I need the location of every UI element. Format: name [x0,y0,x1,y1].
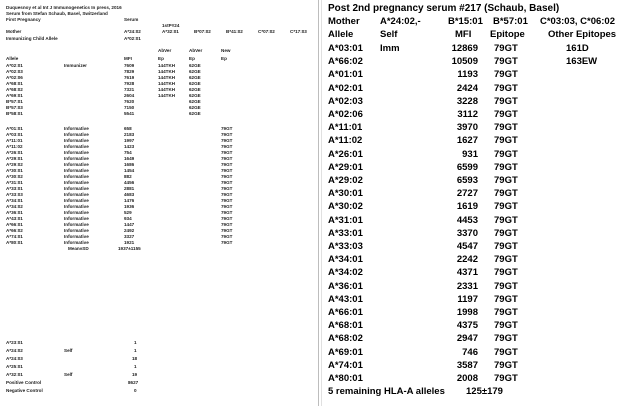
immunizing-row: Immunizing Child Allele A*02:01 [6,36,141,41]
mfi-cell: 4453 [456,214,478,226]
first-pregnancy-row: First Pregnancy Serum [6,17,139,22]
footer-row [328,386,623,402]
allele-cell: A*02:03 [328,95,363,107]
epitope-cell: 79GT [494,227,518,239]
other-epitope-cell: 163EW [566,56,598,68]
epitope-cell: 79GT [494,254,518,266]
allele-cell: A*11:02 [328,135,363,147]
right-panel [321,0,622,406]
epitope-cell: 79GT [494,241,518,252]
epitope-cell: 79GT [494,267,518,279]
mfi-cell: 4375 [456,320,478,332]
mfi-cell: 2331 [456,280,478,292]
col-head-row-1: AbVer AbVer New [158,48,231,53]
mean-sd-row: Mean±SD 1937±1155 [68,246,141,251]
allele-cell: A*66:02 [328,56,363,68]
table-row: A*01:01 Informative 658 79GT [6,126,233,131]
table-row: A*24:03 18 [6,356,138,361]
first-pregnancy-id-row: 1stP#24 [162,23,180,28]
epitope-cell: 79GT [494,95,518,107]
epitope-cell: 79GT [494,43,518,54]
mfi-cell: 1193 [457,69,478,81]
negative-control-row: Negative Control 0 [6,388,137,393]
epitope-cell: 79GT [494,69,518,81]
table-row: A*02:01 Immunizer 7609 144TKH 62GE [6,63,201,68]
table-row: A*30:01 Informative 1454 79GT [6,168,233,173]
mfi-cell: 2242 [456,254,478,266]
table-row: A*36:01 Informative 529 79GT [6,210,233,215]
col-head-row-2: Allele MFI Ep Ep Ep [6,56,227,61]
allele-cell: A*36:01 [328,280,363,292]
table-row: A*29:01 Informative 1649 79GT [6,156,233,161]
allele-cell: A*34:02 [328,267,363,279]
mfi-cell: 2424 [456,82,478,94]
mfi-cell: 2727 [456,188,478,200]
left-header [6,5,122,17]
mfi-cell: 2947 [456,333,478,345]
allele-cell: A*02:06 [328,109,363,120]
table-row: A*24:02 Self 1 [6,348,137,353]
table-row: A*11:01 Informative 1997 79GT [6,138,233,143]
mfi-cell: 4547 [456,241,478,252]
mfi-cell: 4371 [456,267,478,279]
table-row: A*26:01 Informative 754 79GT [6,150,233,155]
allele-cell: A*74:01 [328,359,363,371]
allele-cell: A*01:01 [328,69,363,81]
mfi-cell: 746 [462,346,478,358]
table-row: A*32:01 Self 19 [6,372,138,377]
mfi-header: MFI [455,29,472,40]
mfi-cell: 3370 [456,227,478,239]
mfi-cell: 3587 [456,359,478,371]
epitope-cell: 79GT [494,293,518,305]
mfi-cell: 2008 [456,373,478,384]
allele-cell: A*11:01 [328,122,363,134]
table-row: A*31:01 Informative 4456 79GT [6,180,233,185]
allele-cell: A*30:02 [328,201,363,213]
table-row: A*02:06 7619 144TKH 62GE [6,75,201,80]
mfi-cell: 3112 [457,109,478,120]
table-row: A*68:02 7321 144TKH 62GE [6,87,201,92]
citation-line: Duquesnoy et al Int J Immunogenetics In press, 2016 [6,5,122,10]
allele-cell: A*66:01 [328,307,363,318]
table-row: A*11:02 Informative 1423 79GT [6,144,233,149]
table-row: A*74:01 Informative 3327 79GT [6,234,233,239]
epitope-cell: 79GT [494,188,518,200]
positive-control-row: Positive Control 8627 [6,380,139,385]
mfi-cell: 12869 [451,43,478,54]
mfi-cell: 6599 [456,161,478,173]
allele-cell: A*33:01 [328,227,363,239]
allele-cell: A*29:02 [328,175,363,186]
mother-row: Mother A*24:02 A*32:01 B*07:02 B*41:02 C*07:02 C*17:03 [6,29,307,34]
mfi-cell: 3970 [456,122,478,134]
table-row: A*33:01 Informative 2881 79GT [6,186,233,191]
right-title: Post 2nd pregnancy serum #217 (Schaub, Basel) [328,3,560,14]
epitope-cell: 79GT [494,373,518,384]
table-row: B*57:03 7150 62GE [6,105,201,110]
allele-cell: A*69:01 [328,346,363,358]
mother-row-right: Mother A*24:02,- B*15:01 B*57:01 C*03:03, C*06:02 [328,16,615,27]
table-row: A*43:01 Informative 934 79GT [6,216,233,221]
mfi-cell: 10509 [451,56,478,68]
footer-value: 125±179 [466,386,503,398]
table-row: A*80:01 Informative 1921 79GT [6,240,233,245]
panel-divider [318,0,319,406]
allele-cell: A*26:01 [328,148,363,160]
mfi-cell: 3228 [456,95,478,107]
epitope-cell: 79GT [494,135,518,147]
footer-label: 5 remaining HLA-A alleles [328,386,445,398]
mfi-cell: 1627 [456,135,478,147]
epitope-cell: 79GT [494,359,518,371]
allele-cell: A*68:01 [328,320,363,332]
table-row: A*34:01 Informative 1476 79GT [6,198,233,203]
epitope-cell: 79GT [494,346,518,358]
epitope-cell: 79GT [494,307,518,318]
table-row: A*68:01 7928 144TKH 62GE [6,81,201,86]
allele-cell: A*33:03 [328,241,363,252]
table-row: A*23:01 1 [6,340,137,345]
table-row: B*58:01 5541 62GE [6,111,201,116]
mfi-cell: 1619 [456,201,478,213]
epitope-cell: 79GT [494,333,518,345]
epitope-cell: 79GT [494,280,518,292]
self-cell: Imm [380,43,400,54]
table-row: A*30:02 Informative 882 79GT [6,174,233,179]
allele-cell: A*68:02 [328,333,363,345]
epitope-cell: 79GT [494,214,518,226]
epitope-cell: 79GT [494,148,518,160]
epitope-cell: 79GT [494,109,518,120]
table-row: B*57:01 7620 62GE [6,99,201,104]
table-row: A*66:02 Informative 2492 79GT [6,228,233,233]
epitope-header: Epitope [490,29,525,40]
epitope-cell: 79GT [494,122,518,134]
self-row-right: Allele Self Other Epitopes MFI Epitope [328,29,617,40]
allele-cell: A*02:01 [328,82,363,94]
epitope-cell: 79GT [494,201,518,213]
allele-cell: A*43:01 [328,293,363,305]
allele-cell: A*34:01 [328,254,363,266]
table-row: A*66:01 Informative 1447 79GT [6,222,233,227]
epitope-cell: 79GT [494,320,518,332]
epitope-cell: 79GT [494,56,518,68]
mfi-cell: 1197 [457,293,478,305]
table-row: A*33:03 Informative 4683 79GT [6,192,233,197]
table-row: A*02:03 7829 144TKH 62GE [6,69,201,74]
epitope-cell: 79GT [494,175,518,186]
allele-cell: A*30:01 [328,188,363,200]
table-row: A*69:01 2604 144TKH 62GE [6,93,201,98]
table-row: A*29:02 Informative 1686 79GT [6,162,233,167]
table-row: A*25:01 1 [6,364,137,369]
mfi-cell: 931 [462,148,478,160]
epitope-cell: 79GT [494,82,518,94]
allele-cell: A*03:01 [328,43,363,54]
table-row: A*34:02 Informative 1936 79GT [6,204,233,209]
allele-cell: A*31:01 [328,214,363,226]
mfi-cell: 1998 [456,307,478,318]
other-epitope-cell: 161D [566,43,589,54]
allele-cell: A*80:01 [328,373,363,384]
epitope-cell: 79GT [494,161,518,173]
table-row: A*03:01 Informative 2183 79GT [6,132,233,137]
mfi-cell: 6593 [456,175,478,186]
serum-source-line: Serum from Stefan Schaub, Basel, Switzerland [6,11,108,16]
allele-cell: A*29:01 [328,161,363,173]
